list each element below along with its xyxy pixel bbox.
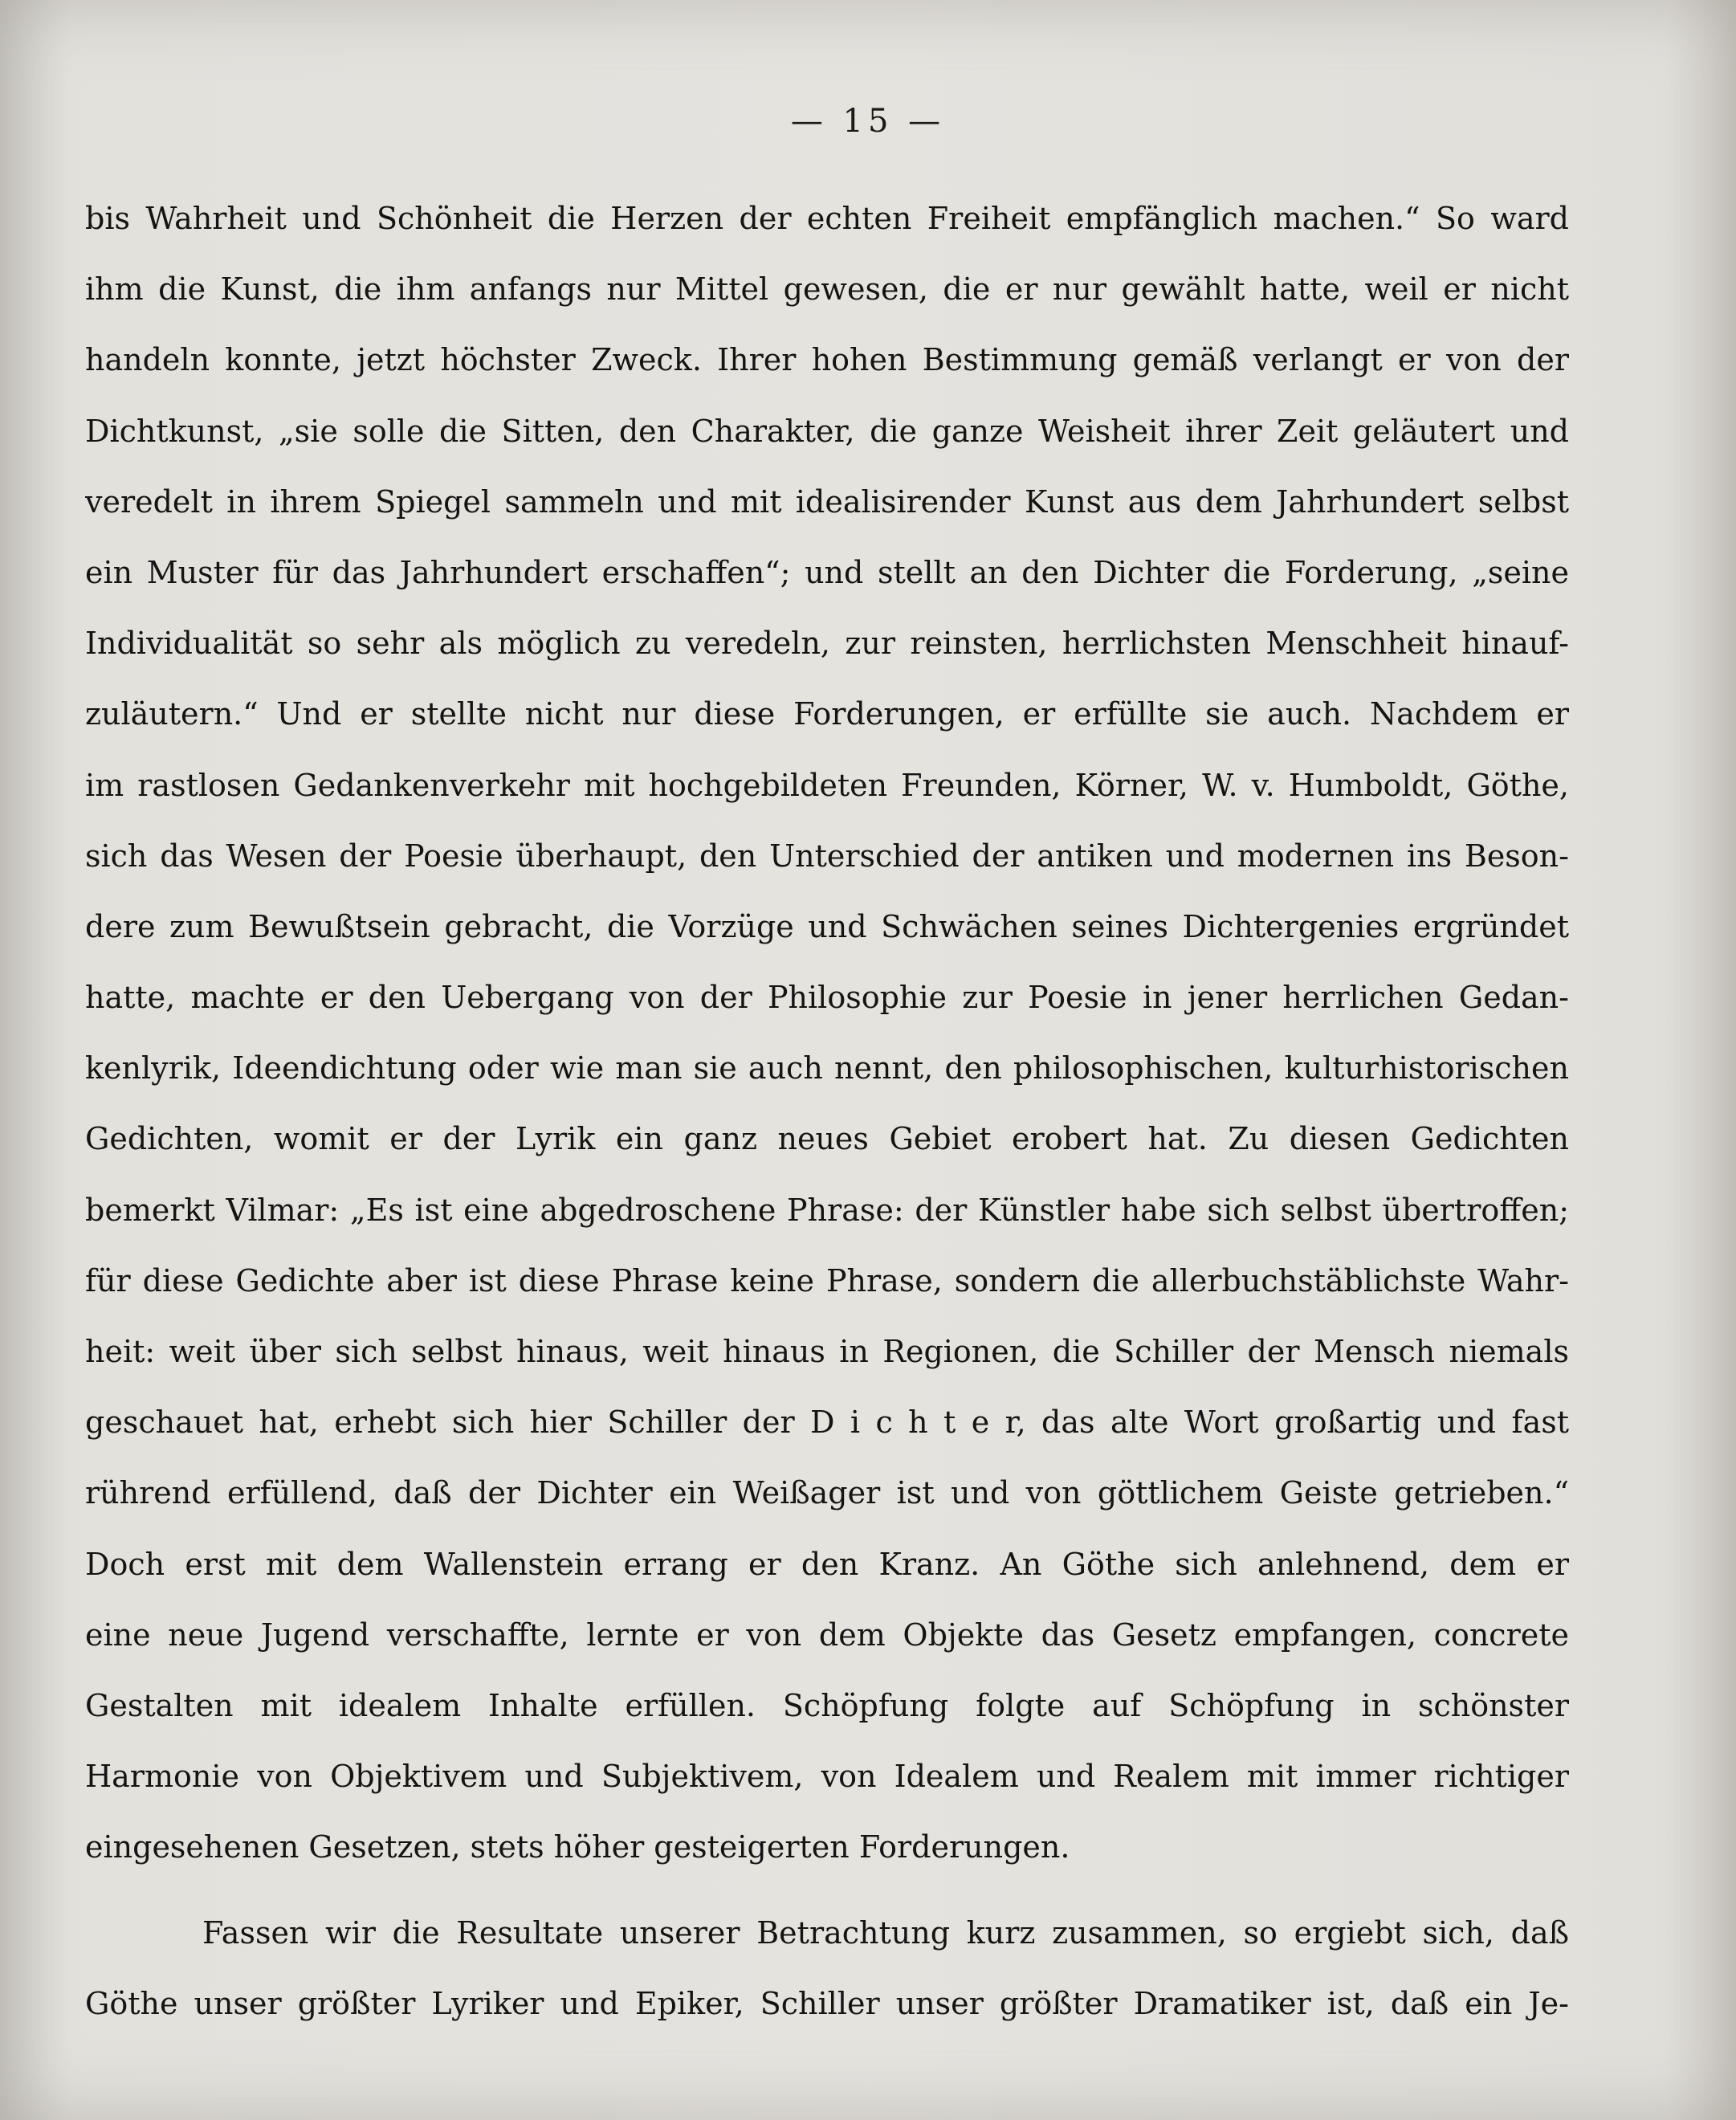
text-line: rührend erfüllend, daß der Dichter ein Weißager ist und von göttlichem Geiste getrieben.“	[85, 1475, 1569, 1511]
text-line: bemerkt Vilmar: „Es ist eine abgedroschene Phrase: der Künstler habe sich selbst übertroffen;	[85, 1192, 1569, 1228]
text-line: Doch erst mit dem Wallenstein errang er den Kranz. An Göthe sich anlehnend, dem er	[85, 1546, 1569, 1582]
text-line: dere zum Bewußtsein gebracht, die Vorzüge und Schwächen seines Dichtergenies ergründet	[85, 908, 1569, 944]
text-line: eingesehenen Gesetzen, stets höher gesteigerten Forderungen.	[85, 1829, 1070, 1865]
paragraph-2	[85, 1898, 1569, 2039]
body-text	[85, 183, 1569, 2039]
text-line: geschauet hat, erhebt sich hier Schiller der D i c h t e r, das alte Wort großartig und fast	[85, 1404, 1569, 1441]
text-line: bis Wahrheit und Schönheit die Herzen der echten Freiheit empfänglich machen.“ So ward	[85, 201, 1569, 236]
page-number: — 15 —	[790, 103, 946, 140]
text-line: für diese Gedichte aber ist diese Phrase keine Phrase, sondern die allerbuchstäblichste Wahr-	[85, 1262, 1569, 1298]
text-line: zuläutern.“ Und er stellte nicht nur diese Forderungen, er erfüllte sie auch. Nachdem er	[85, 696, 1569, 732]
text-line: Fassen wir die Resultate unserer Betrachtung kurz zusammen, so ergiebt sich, daß	[202, 1914, 1569, 1951]
text-line: heit: weit über sich selbst hinaus, weit hinaus in Regionen, die Schiller der Mensch niemals	[85, 1334, 1569, 1369]
text-line: Individualität so sehr als möglich zu veredeln, zur reinsten, herrlichsten Menschheit hinauf-	[85, 626, 1569, 662]
text-line: hatte, machte er den Uebergang von der Philosophie zur Poesie in jener herrlichen Gedan-	[85, 980, 1569, 1016]
text-line: ihm die Kunst, die ihm anfangs nur Mittel gewesen, die er nur gewählt hatte, weil er nicht	[85, 271, 1569, 308]
text-line: kenlyrik, Ideendichtung oder wie man sie auch nennt, den philosophischen, kulturhistorischen	[85, 1050, 1569, 1086]
text-line: sich das Wesen der Poesie überhaupt, den Unterschied der antiken und modernen ins Beson-	[85, 838, 1569, 874]
text-line: veredelt in ihrem Spiegel sammeln und mit idealisirender Kunst aus dem Jahrhundert selbst	[85, 483, 1569, 520]
paragraph-1	[85, 183, 1569, 1883]
text-line: Gedichten, womit er der Lyrik ein ganz neues Gebiet erobert hat. Zu diesen Gedichten	[85, 1121, 1569, 1157]
text-line: Gestalten mit idealem Inhalte erfüllen. Schöpfung folgte auf Schöpfung in schönster	[85, 1687, 1569, 1723]
text-line: im rastlosen Gedankenverkehr mit hochgebildeten Freunden, Körner, W. v. Humboldt, Göthe,	[85, 767, 1569, 803]
text-line: eine neue Jugend verschaffte, lernte er von dem Objekte das Gesetz empfangen, concrete	[85, 1616, 1569, 1653]
text-line: Dichtkunst, „sie solle die Sitten, den Charakter, die ganze Weisheit ihrer Zeit geläutert und	[85, 413, 1569, 449]
text-line: Göthe unser größter Lyriker und Epiker, Schiller unser größter Dramatiker ist, daß ein Je-	[85, 1985, 1569, 2021]
text-line: ein Muster für das Jahrhundert erschaffen“; und stellt an den Dichter die Forderung, „seine	[85, 554, 1569, 590]
text-line: handeln konnte, jetzt höchster Zweck. Ihrer hohen Bestimmung gemäß verlangt er von der	[85, 342, 1569, 378]
text-line: Harmonie von Objektivem und Subjektivem, von Idealem und Realem mit immer richtiger	[85, 1759, 1569, 1795]
